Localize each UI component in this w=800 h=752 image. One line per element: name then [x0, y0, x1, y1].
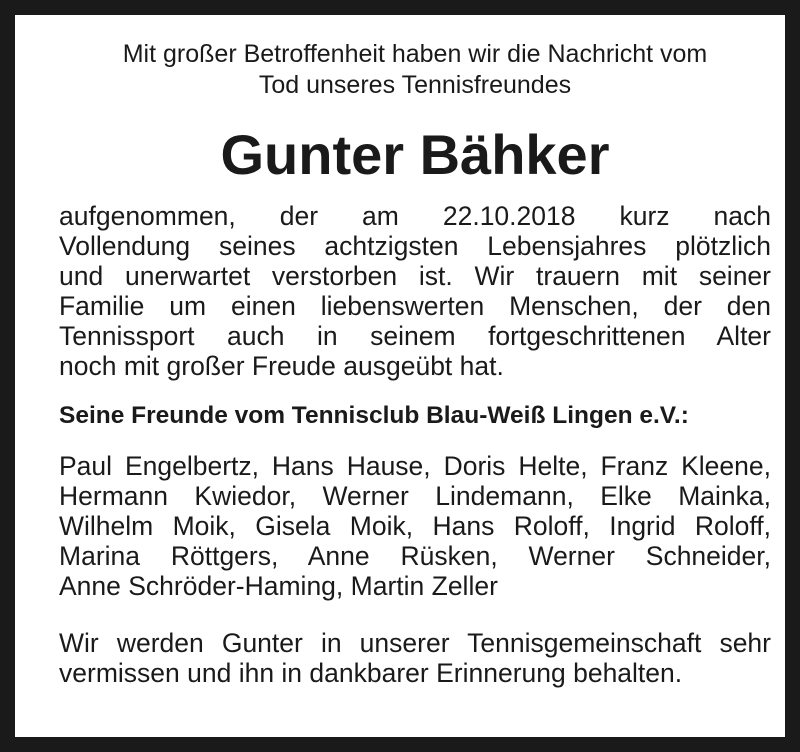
- closing-text: [59, 628, 771, 688]
- body-line: und unerwartet verstorben ist. Wir trauern mit seiner: [59, 261, 771, 291]
- closing-line: Wir werden Gunter in unserer Tennisgemeinschaft sehr: [59, 628, 771, 658]
- body-line: Familie um einen liebenswerten Menschen, der den: [59, 291, 771, 321]
- names-line: Paul Engelbertz, Hans Hause, Doris Helte, Franz Kleene,: [59, 451, 771, 481]
- signatory-heading: Seine Freunde vom Tennisclub Blau-Weiß Lingen e.V.:: [59, 402, 689, 429]
- intro-line: Tod unseres Tennisfreundes: [258, 71, 572, 99]
- intro-line: Mit großer Betroffenheit haben wir die Nachricht vom: [122, 40, 708, 68]
- names-line: Hermann Kwiedor, Werner Lindemann, Elke Mainka,: [59, 481, 771, 511]
- deceased-name: Gunter Bähker: [220, 123, 610, 186]
- intro-text: [59, 39, 771, 101]
- names-line: Anne Schröder-Haming, Martin Zeller: [59, 571, 498, 601]
- body-text: [59, 201, 771, 381]
- closing-line: vermissen und ihn in dankbarer Erinnerung behalten.: [59, 658, 683, 688]
- names-line: Wilhelm Moik, Gisela Moik, Hans Roloff, Ingrid Roloff,: [59, 511, 771, 541]
- body-line: aufgenommen, der am 22.10.2018 kurz nach: [59, 201, 771, 231]
- body-line: noch mit großer Freude ausgeübt hat.: [59, 351, 504, 381]
- body-line: Vollendung seines achtzigsten Lebensjahres plötzlich: [59, 231, 771, 261]
- names-list: [59, 451, 771, 601]
- body-line: Tennissport auch in seinem fortgeschrittenen Alter: [59, 321, 771, 351]
- obituary-content: [59, 39, 771, 688]
- names-line: Marina Röttgers, Anne Rüsken, Werner Schneider,: [59, 541, 771, 571]
